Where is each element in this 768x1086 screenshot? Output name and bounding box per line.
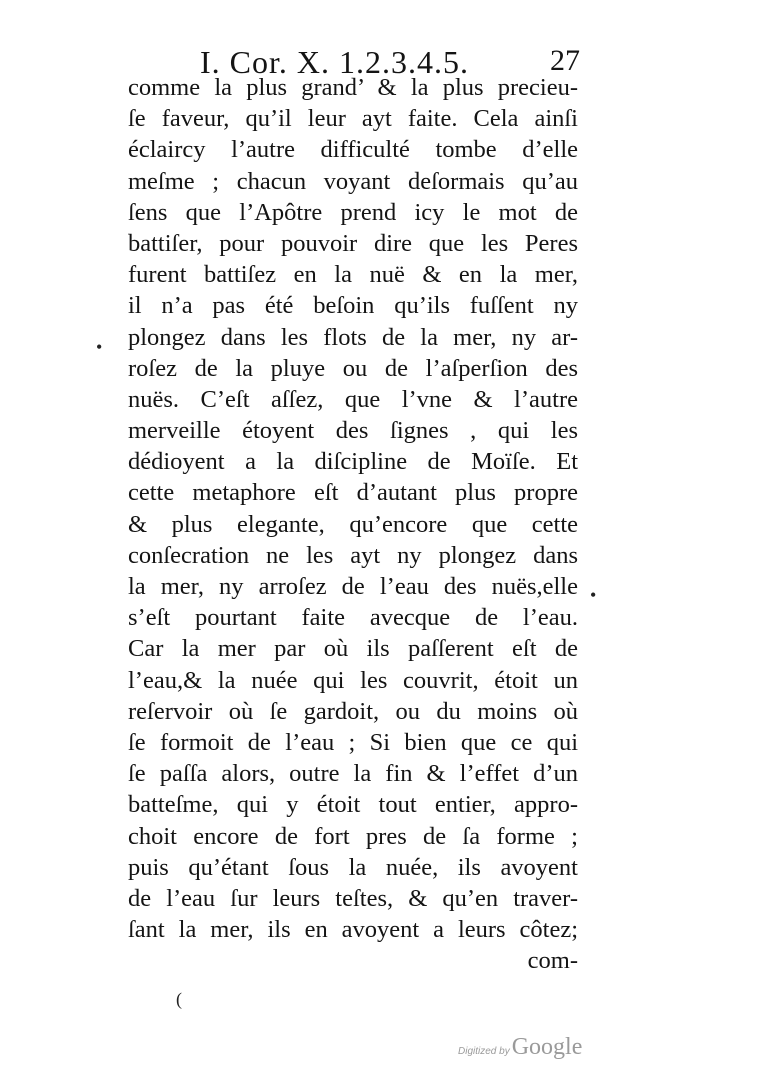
text-line: conſecration ne les ayt ny plongez dans xyxy=(128,541,578,569)
text-line: plongez dans les flots de la mer, ny ar- xyxy=(128,323,578,351)
ink-speck: ( xyxy=(176,989,182,1009)
text-line: éclaircy l’autre difficulté tombe d’elle xyxy=(128,136,578,164)
text-line: de l’eau ſur leurs teſtes, & qu’en traver- xyxy=(128,884,578,912)
ink-speck: • xyxy=(590,585,597,605)
text-line: la mer, ny arroſez de l’eau des nuës,elle xyxy=(128,573,578,600)
text-line: meſme ; chacun voyant deſormais qu’au xyxy=(128,167,578,195)
text-line: furent battiſez en la nuë & en la mer, xyxy=(128,261,578,289)
watermark-prefix: Digitized by xyxy=(458,1046,510,1057)
text-line: ſant la mer, ils en avoyent a leurs côtez; xyxy=(128,916,578,944)
text-line: reſervoir où ſe gardoit, ou du moins où xyxy=(128,697,578,725)
body-text xyxy=(128,72,578,976)
text-line: ſens que l’Apôtre prend icy le mot de xyxy=(128,198,578,226)
text-line: batteſme, qui y étoit tout entier, appro- xyxy=(128,791,578,819)
text-line: puis qu’étant ſous la nuée, ils avoyent xyxy=(128,853,578,881)
google-logo-text: Google xyxy=(511,1034,583,1060)
text-line: il n’a pas été beſoin qu’ils fuſſent ny xyxy=(128,292,578,320)
text-line: battiſer, pour pouvoir dire que les Peres xyxy=(128,229,578,257)
text-line: choit encore de fort pres de ſa forme ; xyxy=(128,822,578,850)
digitization-watermark xyxy=(458,1034,582,1061)
text-line: l’eau,& la nuée qui les couvrit, étoit un xyxy=(128,666,578,694)
text-line: roſez de la pluye ou de l’aſperſion des xyxy=(128,354,578,382)
text-line: cette metaphore eſt d’autant plus propre xyxy=(128,479,578,507)
text-line: merveille étoyent des ſignes , qui les xyxy=(128,417,578,445)
text-line: Car la mer par où ils paſſerent eſt de xyxy=(128,635,578,663)
text-line: s’eſt pourtant faite avecque de l’eau. xyxy=(128,604,578,632)
catchword: com- xyxy=(527,947,578,975)
text-line: ſe paſſa alors, outre la fin & l’effet d’un xyxy=(128,760,578,788)
ink-speck: • xyxy=(96,337,103,357)
text-line: ſe formoit de l’eau ; Si bien que ce qui xyxy=(128,728,578,756)
running-head-title: I. Cor. X. 1.2.3.4.5. xyxy=(200,44,469,80)
text-line: dédioyent a la diſcipline de Moïſe. Et xyxy=(128,448,578,476)
text-line: & plus elegante, qu’encore que cette xyxy=(128,510,578,538)
text-line: ſe faveur, qu’il leur ayt faite. Cela ainſi xyxy=(128,105,578,133)
text-line: comme la plus grand’ & la plus precieu- xyxy=(128,74,578,101)
page-number: 27 xyxy=(550,44,580,77)
text-line: nuës. C’eſt aſſez, que l’vne & l’autre xyxy=(128,385,578,413)
